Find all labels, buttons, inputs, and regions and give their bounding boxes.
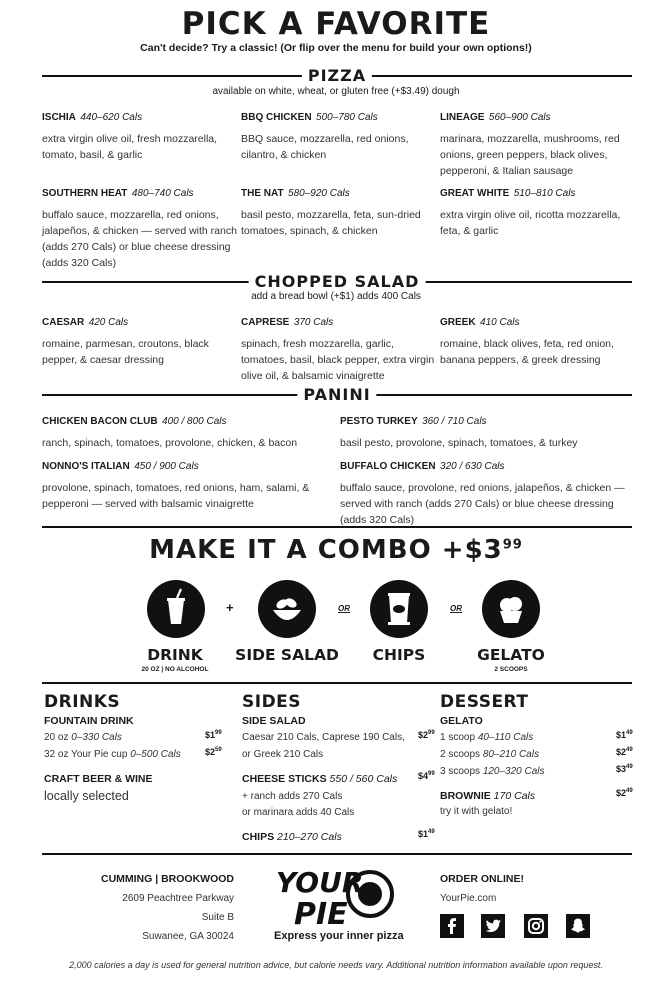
item-calories: 360 / 710 Cals [422,416,487,427]
gelato-title: GELATO [440,715,483,727]
menu-item [340,411,635,451]
fountain-row: 20 oz 0–330 Cals [44,732,122,743]
order-online-title: ORDER ONLINE! [440,873,524,885]
fountain-title: FOUNTAIN DRINK [44,715,134,727]
salad-section-header [42,272,632,292]
brownie-title: BROWNIE 170 Cals [440,790,536,802]
side-salad-line: or Greek 210 Cals [242,749,324,760]
item-description: BBQ sauce, mozzarella, red onions, cilantro, & chicken [241,133,409,161]
salad-title: CHOPPED SALAD [249,272,426,291]
salad-note: add a bread bowl (+$1) adds 400 Cals [251,291,421,302]
item-description: buffalo sauce, mozzarella, red onions, jalapeños, & chicken — served with ranch (adds 270 Cals) or blue cheese dressing (adds 320 Cals) [42,209,237,269]
combo-label-gelato: GELATO [477,646,545,664]
or-label: OR [450,604,462,613]
gelato-row: 2 scoops 80–210 Cals [440,749,539,760]
craft-beer-title: CRAFT BEER & WINE [44,773,153,785]
address-line: Suwanee, GA 30024 [142,931,234,942]
price: $\$2^{99}$ [418,730,435,740]
item-name: CHICKEN BACON CLUB [42,416,158,427]
item-calories: 580–920 Cals [288,188,350,199]
item-description: extra virgin olive oil, ricotta mozzarella, feta, & garlic [440,209,621,237]
logo-text-line2: PIE [294,897,348,930]
item-calories: 480–740 Cals [131,188,194,199]
fountain-row: 32 oz Your Pie cup 0–500 Cals [44,749,181,760]
item-name: BUFFALO CHICKEN [340,461,436,472]
cup-icon [147,580,205,638]
location-title: CUMMING | BROOKWOOD [100,873,234,885]
item-calories: 400 / 800 Cals [162,416,227,427]
divider [42,682,632,684]
menu-item [440,183,640,239]
item-description: basil pesto, mozzarella, feta, sun-dried tomatoes, spinach, & chicken [241,209,421,237]
or-label: OR [338,604,350,613]
cheese-sticks-title: CHEESE STICKS 550 / 560 Cals [242,773,398,785]
item-name: SOUTHERN HEAT [42,188,128,199]
gelato-cup-icon [482,580,540,638]
price: $\$1^{49}$ [418,829,435,839]
salad-bowl-icon [258,580,316,638]
item-description: romaine, parmesan, croutons, black pepper, & caesar dressing [42,338,209,366]
item-description: extra virgin olive oil, fresh mozzarella, tomato, basil, & garlic [42,133,218,161]
twitter-icon[interactable] [481,914,505,938]
pizza-title: PIZZA [302,66,372,85]
item-name: GREAT WHITE [440,188,510,199]
combo-label-chips: CHIPS [372,646,426,664]
menu-item [340,456,635,528]
tagline: Express your inner pizza [274,930,404,942]
address-line: Suite B [201,912,234,923]
item-calories: 320 / 630 Cals [440,461,505,472]
item-name: CAPRESE [241,317,290,328]
menu-item [42,411,337,451]
plus-sign: + [226,600,234,615]
price: $\$4^{99}$ [418,771,435,781]
item-description: romaine, black olives, feta, red onion, banana peppers, & greek dressing [440,338,614,366]
craft-beer-desc: locally selected [44,789,129,803]
price: $\$2^{49}$ [616,747,633,757]
combo-sub-gelato: 2 SCOOPS [494,666,528,673]
item-description: buffalo sauce, provolone, red onions, jalapeños, & chicken — served with ranch (adds 270 Cals) or blue cheese dressing (adds 320 Cals) [340,482,625,526]
instagram-icon[interactable] [524,914,548,938]
page-title: PICK A FAVORITE [181,6,491,42]
menu-item [440,312,640,368]
combo-price: $+\$3^{99}$ [441,535,523,565]
item-name: LINEAGE [440,112,485,123]
item-name: PESTO TURKEY [340,416,418,427]
page-subtitle: Can't decide? Try a classic! (Or flip over the menu for build your own options!) [140,42,532,54]
item-name: THE NAT [241,188,284,199]
menu-item [241,312,441,384]
side-salad-title: SIDE SALAD [242,715,306,727]
combo-title [0,535,672,565]
chips-bag-icon [370,580,428,638]
combo-title-text: MAKE IT A COMBO [149,535,432,565]
item-description: basil pesto, provolone, spinach, tomatoes, & turkey [340,437,578,449]
brownie-desc: try it with gelato! [440,806,513,817]
chips-title: CHIPS 210–270 Cals [242,831,342,843]
pizza-section-header [42,66,632,86]
price: $\$1^{99}$ [205,730,222,740]
panini-title: PANINI [297,385,376,404]
item-name: CAESAR [42,317,85,328]
gelato-row: 3 scoops 120–320 Cals [440,766,545,777]
item-calories: 370 Cals [293,317,334,328]
combo-label-drink: DRINK [147,646,203,664]
item-description: marinara, mozzarella, mushrooms, red onions, green peppers, black olives, pepperoni, & Italian sausage [440,133,620,177]
cheese-sticks-line: + ranch adds 270 Cals [242,791,343,802]
panini-section-header [42,385,632,405]
address-line: 2609 Peachtree Parkway [122,893,234,904]
menu-item [42,456,337,512]
item-name: NONNO'S ITALIAN [42,461,130,472]
item-calories: 440–620 Cals [80,112,143,123]
nutrition-disclaimer: 2,000 calories a day is used for general nutrition advice, but calorie needs vary. Additional nutrition information available upon request. [69,960,603,970]
menu-item [440,107,640,179]
menu-item [241,107,441,163]
price: $\$2^{49}$ [616,788,633,798]
facebook-icon[interactable] [440,914,464,938]
menu-item [42,107,242,163]
price: $\$1^{49}$ [616,730,633,740]
item-calories: 500–780 Cals [316,112,378,123]
pizza-note: available on white, wheat, or gluten free (+$3.49) dough [212,86,460,97]
item-calories: 450 / 900 Cals [134,461,199,472]
dessert-title: DESSERT [440,692,529,712]
menu-item [42,312,242,368]
menu-item [42,183,242,271]
price: $\$2^{59}$ [205,747,222,757]
combo-sub-drink: 20 OZ | NO ALCOHOL [141,666,209,673]
gelato-row: 1 scoop 40–110 Cals [440,732,534,743]
item-calories: 510–810 Cals [513,188,576,199]
divider [42,526,632,528]
item-description: spinach, fresh mozzarella, garlic, tomatoes, basil, black pepper, extra virgin olive oil, & balsamic vinaigrette [241,338,435,382]
item-calories: 560–900 Cals [488,112,551,123]
order-url[interactable]: YourPie.com [440,893,497,904]
side-salad-line: Caesar 210 Cals, Caprese 190 Cals, [242,732,405,743]
sides-title: SIDES [242,692,302,712]
combo-label-side-salad: SIDE SALAD [235,646,339,664]
item-description: ranch, spinach, tomatoes, provolone, chicken, & bacon [42,437,298,449]
item-name: GREEK [440,317,476,328]
menu-item [241,183,441,239]
logo-text-line1: YOUR [276,866,364,899]
price: $\$3^{49}$ [616,764,633,774]
item-calories: 410 Cals [480,317,520,328]
cheese-sticks-line: or marinara adds 40 Cals [242,807,355,818]
divider [42,853,632,855]
item-name: ISCHIA [42,112,76,123]
item-name: BBQ CHICKEN [241,112,312,123]
drinks-title: DRINKS [44,692,121,712]
item-calories: 420 Cals [88,317,129,328]
snapchat-icon[interactable] [566,914,590,938]
item-description: provolone, spinach, tomatoes, red onions, ham, salami, & pepperoni — served with balsamic vinaigrette [42,482,310,510]
